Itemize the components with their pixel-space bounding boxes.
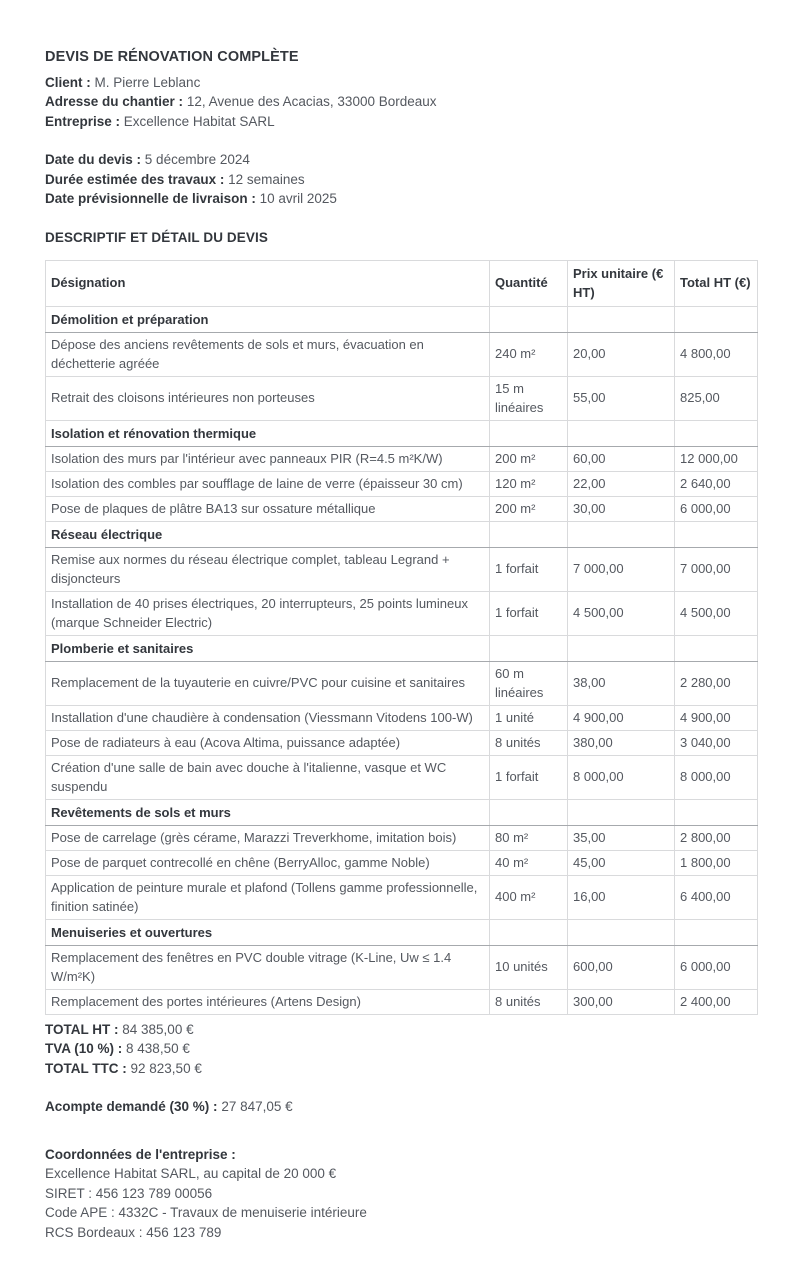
table-row xyxy=(46,730,758,755)
designation-cell: Dépose des anciens revêtements de sols et murs, évacuation en déchetterie agréée xyxy=(46,332,490,376)
designation-cell: Application de peinture murale et plafond (Tollens gamme professionnelle, finition satinée) xyxy=(46,875,490,919)
quantity-cell: 8 unités xyxy=(490,989,568,1014)
total-line-1 xyxy=(45,1039,757,1059)
table-row xyxy=(46,825,758,850)
total-line-2 xyxy=(45,1059,757,1079)
deposit-block xyxy=(45,1097,757,1117)
total-cell: 12 000,00 xyxy=(675,446,758,471)
dates-info-label-2: Date prévisionnelle de livraison : xyxy=(45,191,256,207)
quote-table xyxy=(45,260,758,1015)
client-info-value-1: 12, Avenue des Acacias, 33000 Bordeaux xyxy=(186,94,437,110)
deposit-label: Acompte demandé (30 %) : xyxy=(45,1099,218,1115)
company-line-2: Code APE : 4332C - Travaux de menuiserie intérieure xyxy=(45,1205,367,1221)
total-cell: 2 800,00 xyxy=(675,825,758,850)
section-row xyxy=(46,306,758,332)
empty-cell xyxy=(675,420,758,446)
unit-price-cell: 4 900,00 xyxy=(568,705,675,730)
empty-cell xyxy=(675,799,758,825)
unit-price-cell: 35,00 xyxy=(568,825,675,850)
section-row xyxy=(46,521,758,547)
column-header-1: Quantité xyxy=(490,260,568,306)
designation-cell: Pose de carrelage (grès cérame, Marazzi Treverkhome, imitation bois) xyxy=(46,825,490,850)
unit-price-cell: 60,00 xyxy=(568,446,675,471)
empty-cell xyxy=(675,635,758,661)
total-cell: 6 000,00 xyxy=(675,945,758,989)
designation-cell: Isolation des combles par soufflage de laine de verre (épaisseur 30 cm) xyxy=(46,471,490,496)
designation-cell: Retrait des cloisons intérieures non porteuses xyxy=(46,376,490,420)
quantity-cell: 200 m² xyxy=(490,446,568,471)
unit-price-cell: 20,00 xyxy=(568,332,675,376)
client-info-label-1: Adresse du chantier : xyxy=(45,94,184,110)
designation-cell: Isolation des murs par l'intérieur avec panneaux PIR (R=4.5 m²K/W) xyxy=(46,446,490,471)
designation-cell: Installation de 40 prises électriques, 20 interrupteurs, 25 points lumineux (marque Schneider Electric) xyxy=(46,591,490,635)
designation-cell: Installation d'une chaudière à condensation (Viessmann Vitodens 100-W) xyxy=(46,705,490,730)
section-title-cell: Démolition et préparation xyxy=(46,306,490,332)
unit-price-cell: 38,00 xyxy=(568,661,675,705)
dates-info-label-1: Durée estimée des travaux : xyxy=(45,171,225,187)
unit-price-cell: 16,00 xyxy=(568,875,675,919)
total-value-0: 84 385,00 € xyxy=(122,1021,194,1037)
client-info-value-0: M. Pierre Leblanc xyxy=(94,74,201,90)
designation-cell: Création d'une salle de bain avec douche à l'italienne, vasque et WC suspendu xyxy=(46,755,490,799)
empty-cell xyxy=(568,306,675,332)
table-row xyxy=(46,376,758,420)
client-info-label-2: Entreprise : xyxy=(45,113,121,129)
column-header-2: Prix unitaire (€ HT) xyxy=(568,260,675,306)
total-cell: 6 400,00 xyxy=(675,875,758,919)
column-header-0: Désignation xyxy=(46,260,490,306)
total-cell: 4 900,00 xyxy=(675,705,758,730)
table-row xyxy=(46,661,758,705)
company-line-0: Excellence Habitat SARL, au capital de 20 000 € xyxy=(45,1166,337,1182)
quantity-cell: 40 m² xyxy=(490,850,568,875)
dates-info-line-1 xyxy=(45,170,757,190)
quantity-cell: 200 m² xyxy=(490,496,568,521)
total-line-0 xyxy=(45,1020,757,1040)
empty-cell xyxy=(675,521,758,547)
unit-price-cell: 380,00 xyxy=(568,730,675,755)
total-cell: 2 280,00 xyxy=(675,661,758,705)
section-title-cell: Menuiseries et ouvertures xyxy=(46,919,490,945)
quote-table-body xyxy=(46,306,758,1014)
table-row xyxy=(46,547,758,591)
empty-cell xyxy=(568,799,675,825)
client-info-value-2: Excellence Habitat SARL xyxy=(123,113,275,129)
quantity-cell: 15 m linéaires xyxy=(490,376,568,420)
table-row xyxy=(46,591,758,635)
quantity-cell: 8 unités xyxy=(490,730,568,755)
total-value-1: 8 438,50 € xyxy=(126,1041,190,1057)
section-title-cell: Revêtements de sols et murs xyxy=(46,799,490,825)
total-cell: 4 500,00 xyxy=(675,591,758,635)
empty-cell xyxy=(568,919,675,945)
dates-info-value-0: 5 décembre 2024 xyxy=(144,152,250,168)
table-row xyxy=(46,989,758,1014)
section-row xyxy=(46,635,758,661)
unit-price-cell: 8 000,00 xyxy=(568,755,675,799)
empty-cell xyxy=(490,306,568,332)
total-cell: 4 800,00 xyxy=(675,332,758,376)
designation-cell: Pose de parquet contrecollé en chêne (BerryAlloc, gamme Noble) xyxy=(46,850,490,875)
unit-price-cell: 600,00 xyxy=(568,945,675,989)
empty-cell xyxy=(490,521,568,547)
empty-cell xyxy=(490,420,568,446)
quantity-cell: 1 forfait xyxy=(490,755,568,799)
quantity-cell: 60 m linéaires xyxy=(490,661,568,705)
designation-cell: Pose de radiateurs à eau (Acova Altima, puissance adaptée) xyxy=(46,730,490,755)
total-cell: 1 800,00 xyxy=(675,850,758,875)
unit-price-cell: 4 500,00 xyxy=(568,591,675,635)
designation-cell: Remise aux normes du réseau électrique complet, tableau Legrand + disjoncteurs xyxy=(46,547,490,591)
total-label-1: TVA (10 %) : xyxy=(45,1041,123,1057)
designation-cell: Pose de plaques de plâtre BA13 sur ossature métallique xyxy=(46,496,490,521)
unit-price-cell: 300,00 xyxy=(568,989,675,1014)
dates-info-label-0: Date du devis : xyxy=(45,152,142,168)
total-cell: 825,00 xyxy=(675,376,758,420)
company-heading: Coordonnées de l'entreprise : xyxy=(45,1146,236,1162)
table-row xyxy=(46,446,758,471)
table-row xyxy=(46,755,758,799)
table-row xyxy=(46,471,758,496)
empty-cell xyxy=(568,420,675,446)
designation-cell: Remplacement des portes intérieures (Artens Design) xyxy=(46,989,490,1014)
quantity-cell: 240 m² xyxy=(490,332,568,376)
dates-info-line-2 xyxy=(45,189,757,209)
section-row xyxy=(46,420,758,446)
total-cell: 2 640,00 xyxy=(675,471,758,496)
empty-cell xyxy=(490,799,568,825)
document-title: DEVIS DE RÉNOVATION COMPLÈTE xyxy=(45,49,299,65)
client-info-line-2 xyxy=(45,112,757,132)
dates-info-line-0 xyxy=(45,150,757,170)
total-cell: 3 040,00 xyxy=(675,730,758,755)
client-info-line-1 xyxy=(45,92,757,112)
unit-price-cell: 55,00 xyxy=(568,376,675,420)
table-row xyxy=(46,705,758,730)
dates-info-value-1: 12 semaines xyxy=(228,171,305,187)
designation-cell: Remplacement des fenêtres en PVC double vitrage (K-Line, Uw ≤ 1.4 W/m²K) xyxy=(46,945,490,989)
total-cell: 2 400,00 xyxy=(675,989,758,1014)
section-title-cell: Plomberie et sanitaires xyxy=(46,635,490,661)
unit-price-cell: 30,00 xyxy=(568,496,675,521)
company-line-1: SIRET : 456 123 789 00056 xyxy=(45,1185,213,1201)
total-label-0: TOTAL HT : xyxy=(45,1021,119,1037)
empty-cell xyxy=(490,635,568,661)
client-info-block xyxy=(45,73,757,132)
unit-price-cell: 45,00 xyxy=(568,850,675,875)
unit-price-cell: 7 000,00 xyxy=(568,547,675,591)
section-title-cell: Réseau électrique xyxy=(46,521,490,547)
quantity-cell: 1 forfait xyxy=(490,547,568,591)
empty-cell xyxy=(568,635,675,661)
company-lines xyxy=(45,1164,757,1242)
client-info-line-0 xyxy=(45,73,757,93)
total-cell: 6 000,00 xyxy=(675,496,758,521)
quantity-cell: 1 unité xyxy=(490,705,568,730)
quantity-cell: 1 forfait xyxy=(490,591,568,635)
designation-cell: Remplacement de la tuyauterie en cuivre/PVC pour cuisine et sanitaires xyxy=(46,661,490,705)
section-row xyxy=(46,799,758,825)
totals-block xyxy=(45,1020,757,1079)
company-info-block xyxy=(45,1145,757,1243)
total-label-2: TOTAL TTC : xyxy=(45,1060,127,1076)
deposit-line xyxy=(45,1097,757,1117)
table-row xyxy=(46,945,758,989)
total-cell: 7 000,00 xyxy=(675,547,758,591)
total-cell: 8 000,00 xyxy=(675,755,758,799)
descriptif-section-title: DESCRIPTIF ET DÉTAIL DU DEVIS xyxy=(45,229,268,245)
table-row xyxy=(46,332,758,376)
quantity-cell: 400 m² xyxy=(490,875,568,919)
section-title-cell: Isolation et rénovation thermique xyxy=(46,420,490,446)
column-header-3: Total HT (€) xyxy=(675,260,758,306)
quantity-cell: 10 unités xyxy=(490,945,568,989)
deposit-value: 27 847,05 € xyxy=(221,1099,293,1115)
dates-info-value-2: 10 avril 2025 xyxy=(259,191,337,207)
section-row xyxy=(46,919,758,945)
client-info-label-0: Client : xyxy=(45,74,91,90)
table-row xyxy=(46,496,758,521)
quantity-cell: 120 m² xyxy=(490,471,568,496)
empty-cell xyxy=(675,306,758,332)
unit-price-cell: 22,00 xyxy=(568,471,675,496)
total-value-2: 92 823,50 € xyxy=(130,1060,202,1076)
table-row xyxy=(46,875,758,919)
table-row xyxy=(46,850,758,875)
empty-cell xyxy=(675,919,758,945)
table-header-row xyxy=(46,260,758,306)
empty-cell xyxy=(490,919,568,945)
quantity-cell: 80 m² xyxy=(490,825,568,850)
empty-cell xyxy=(568,521,675,547)
quote-table-head xyxy=(46,260,758,306)
dates-info-block xyxy=(45,150,757,209)
company-line-3: RCS Bordeaux : 456 123 789 xyxy=(45,1224,222,1240)
